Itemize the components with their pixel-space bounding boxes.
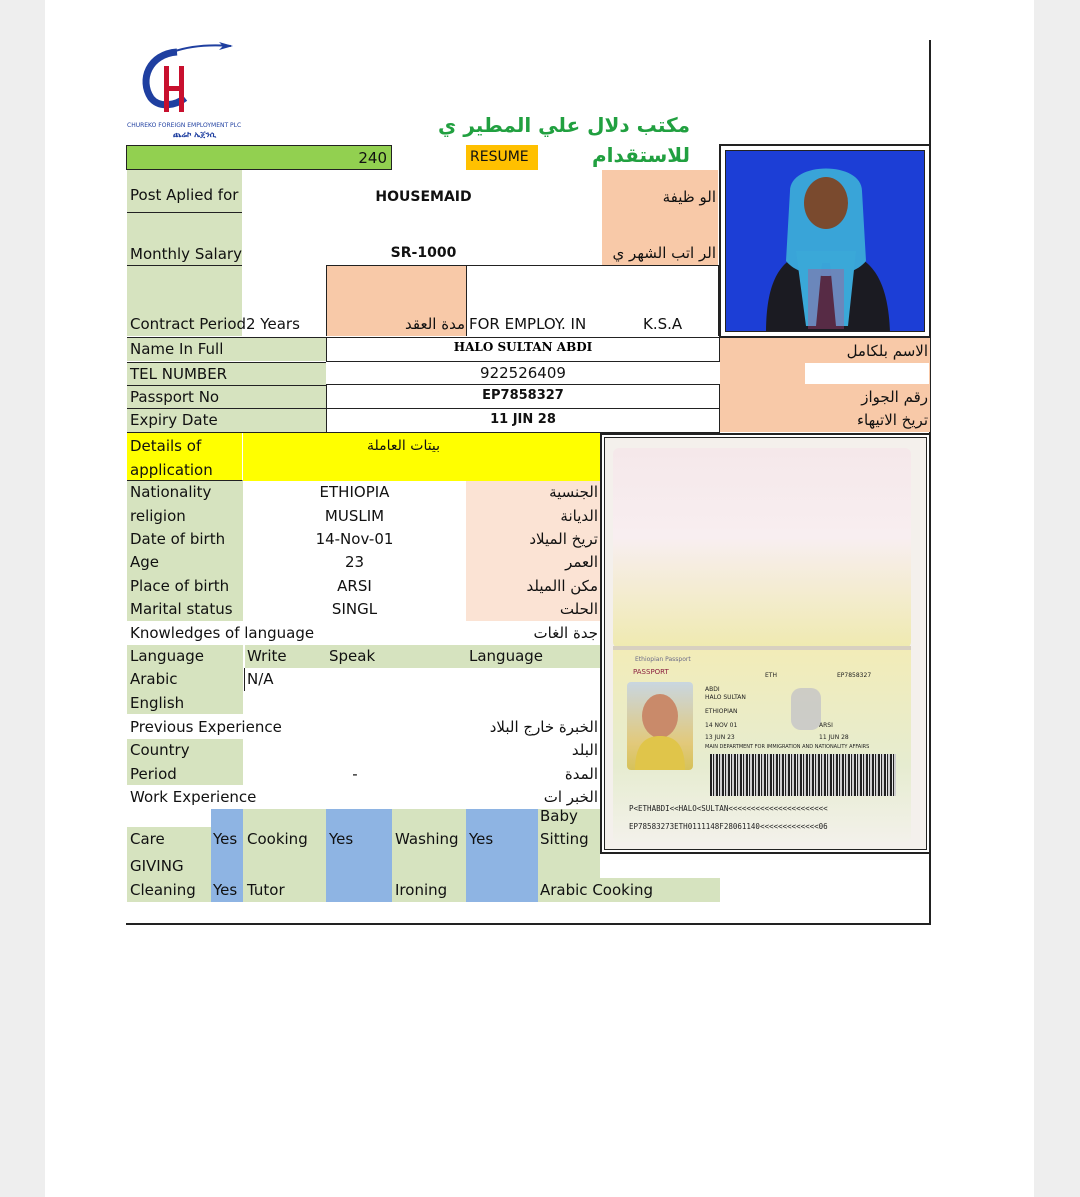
personal-label: Marital status: [130, 600, 233, 618]
language-header-col4: Language: [469, 647, 544, 665]
passport-page-top: [613, 448, 911, 648]
expiry-label: Expiry Date: [127, 408, 326, 433]
bottom-border-line: [126, 923, 931, 925]
personal-value: MUSLIM: [324, 507, 385, 525]
personal-label: Nationality: [130, 483, 212, 501]
passport-place: ARSI: [819, 722, 833, 729]
period-label: Period: [130, 765, 177, 783]
work-experience-label: Work Experience: [130, 788, 257, 806]
personal-label-arabic: الحلت: [559, 600, 598, 618]
work-experience-label-arabic: الخبر ات: [543, 788, 598, 806]
skill-tutor: Tutor: [247, 881, 285, 899]
previous-experience-label: Previous Experience: [130, 718, 282, 736]
personal-label-arabic: الجنسية: [549, 483, 598, 501]
skill-ironing: Ironing: [395, 881, 448, 899]
details-label-arabic: بيتات العاملة: [367, 438, 441, 454]
passport-label-arabic: رقم الجواز: [861, 388, 928, 406]
skill-cleaning-value: Yes: [213, 881, 238, 899]
personal-value: SINGL: [331, 600, 378, 618]
skill-baby-line1: Baby: [540, 807, 578, 825]
details-divider: [127, 433, 243, 481]
passport-doc-type: PASSPORT: [633, 668, 669, 676]
passport-code: ETH: [765, 672, 777, 679]
photo-frame: [719, 144, 931, 338]
salary-label-arabic: الر اتب الشهر ي: [612, 244, 716, 262]
skill-arabic-cooking: Arabic Cooking: [540, 881, 654, 899]
passport-dob: 14 NOV 01: [705, 722, 738, 729]
skill-washing: Washing: [395, 830, 459, 848]
passport-surname: ABDI: [705, 686, 720, 693]
period-value: -: [352, 765, 358, 783]
post-label: Post Aplied for: [127, 170, 242, 212]
passport-expiry: 11 JUN 28: [819, 734, 849, 741]
personal-label-arabic: الديانة: [560, 507, 598, 525]
personal-label: Age: [130, 553, 160, 571]
name-label: Name In Full: [127, 337, 326, 361]
language-write-divider: [244, 668, 245, 691]
resume-number: 240: [326, 145, 392, 170]
skill-care-line2: GIVING: [130, 857, 184, 875]
skill-cleaning: Cleaning: [130, 881, 196, 899]
skill-cooking: Cooking: [247, 830, 308, 848]
passport-ghost-photo: [791, 688, 821, 730]
language-name: Arabic: [130, 670, 178, 688]
salary-label: Monthly Salary: [127, 212, 242, 265]
contract-value: 2 Years: [246, 315, 300, 333]
company-name: CHUREKO FOREIGN EMPLOYMENT PLC: [127, 122, 242, 129]
language-header-gap: [243, 645, 245, 668]
passport-holder-photo: [627, 682, 693, 770]
tel-value: 922526409: [326, 362, 720, 385]
personal-value: ETHIOPIA: [319, 483, 390, 501]
skill-washing-value-cell: [466, 809, 538, 902]
contract-label: Contract Period: [130, 315, 247, 333]
employ-value: K.S.A: [643, 315, 683, 333]
passport-holder-image: [627, 682, 693, 770]
personal-value: ARSI: [337, 577, 372, 595]
arabic-blank-cell: [805, 363, 929, 384]
country-label-arabic: البلد: [571, 741, 598, 759]
skill-cooking-value: Yes: [329, 830, 354, 848]
salary-value: SR-1000: [390, 245, 457, 261]
previous-experience-label-arabic: الخبرة خارج البلاد: [489, 718, 598, 736]
language-header-col3: Speak: [329, 647, 376, 665]
passport-label: Passport No: [127, 385, 326, 408]
passport-number: EP7858327: [837, 672, 872, 679]
skill-washing-value: Yes: [469, 830, 494, 848]
language-header-col1: Language: [130, 647, 205, 665]
passport-authority: MAIN DEPARTMENT FOR IMMIGRATION AND NATIONALITY AFFAIRS: [705, 744, 870, 750]
resume-label: RESUME: [466, 145, 538, 170]
passport-header-line: Ethiopian Passport: [635, 656, 691, 663]
personal-label: Date of birth: [130, 530, 226, 548]
skill-baby-line2: Sitting: [540, 830, 589, 848]
applicant-photo-image: [726, 151, 925, 332]
passport-scan-inner: [604, 437, 927, 850]
passport-mrz-line1: P<ETHABDI<<HALO<SULTAN<<<<<<<<<<<<<<<<<<<<<<: [629, 804, 828, 813]
expiry-label-arabic: تريخ الاتيهاء: [856, 411, 928, 429]
personal-label: Place of birth: [130, 577, 230, 595]
knowledge-label-arabic: جدة الغات: [533, 624, 598, 642]
post-label-arabic: الو ظيفة: [662, 188, 716, 206]
contract-label-arabic: مدة العقد: [405, 315, 465, 333]
passport-mrz-line2: EP78583273ETH0111148F28061140<<<<<<<<<<<<<06: [629, 822, 828, 831]
passport-issue: 13 JUN 23: [705, 734, 735, 741]
personal-value: 23: [344, 553, 365, 571]
skill-care-line1: Care: [130, 830, 165, 848]
passport-given: HALO SULTAN: [705, 694, 746, 701]
name-label-arabic: الاسم بلكامل: [846, 342, 928, 360]
language-header-col2: Write: [247, 647, 287, 665]
header-green-bar: [126, 145, 326, 170]
logo-mark: [127, 40, 247, 130]
personal-label-arabic: مكن االميلد: [526, 577, 598, 595]
company-name-amharic: ጨሬኮ ኤጀንሲ: [173, 130, 217, 139]
knowledge-label: Knowledges of language: [130, 624, 315, 642]
period-label-arabic: المدة: [564, 765, 598, 783]
personal-label-arabic: تريخ الميلاد: [529, 530, 598, 548]
expiry-value: 11 JIN 28: [490, 412, 556, 427]
post-value: HOUSEMAID: [375, 189, 472, 205]
office-title-arabic: مكتب دلال علي المطير ي للاستقدام: [438, 113, 690, 167]
language-name: English: [130, 694, 185, 712]
details-label-line1: Details of: [130, 437, 202, 455]
passport-scan-frame: [600, 433, 931, 854]
applicant-photo: [725, 150, 925, 332]
personal-label: religion: [130, 507, 186, 525]
country-label: Country: [130, 741, 190, 759]
resume-page: [45, 0, 1034, 1197]
employ-label: FOR EMPLOY. IN: [469, 315, 587, 333]
name-value: HALO SULTAN ABDI: [453, 340, 593, 354]
language-write: N/A: [247, 670, 274, 688]
skill-care-value: Yes: [213, 830, 238, 848]
passport-nationality: ETHIOPIAN: [705, 708, 738, 715]
company-logo: [127, 40, 247, 130]
details-label-line2: application: [130, 461, 213, 479]
passport-value: EP7858327: [482, 388, 564, 403]
personal-label-arabic: العمر: [565, 553, 598, 571]
tel-label: TEL NUMBER: [127, 362, 326, 385]
skills-white-cell: [127, 809, 211, 827]
passport-barcode: [710, 754, 896, 796]
personal-value: 14-Nov-01: [315, 530, 394, 548]
skill-cooking-value-cell: [326, 809, 392, 902]
